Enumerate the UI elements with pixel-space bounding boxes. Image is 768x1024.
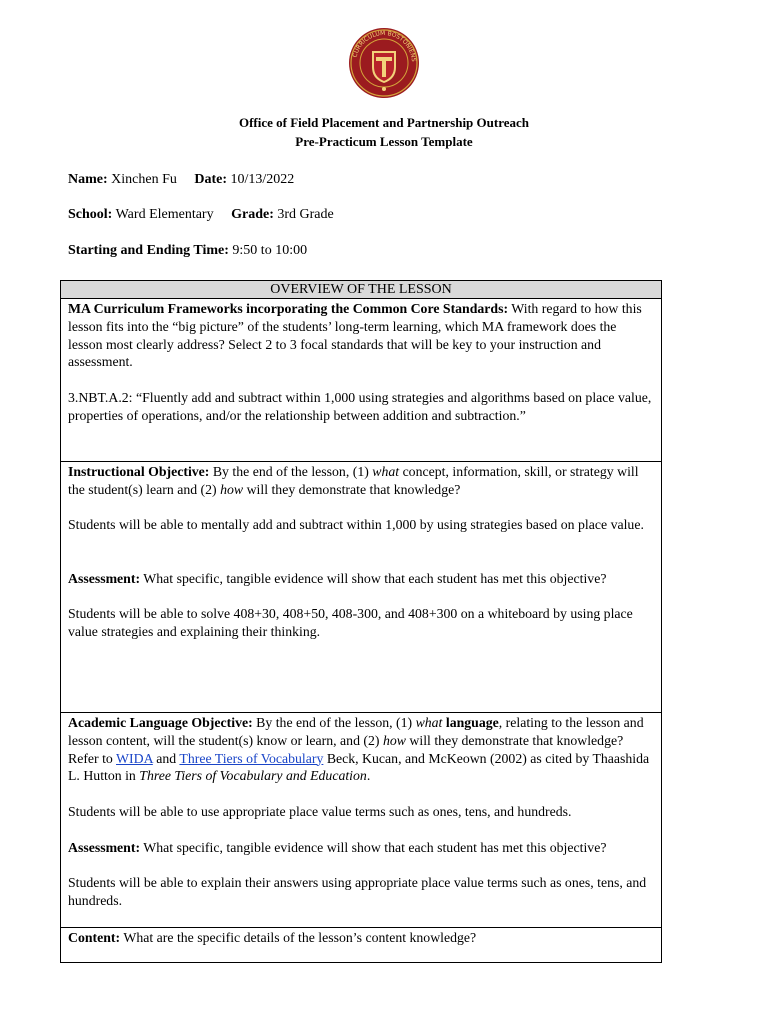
academic-period: . [366, 768, 371, 784]
content-label: Content: [68, 930, 121, 945]
name-label: Name: [68, 172, 108, 187]
grade-label: Grade: [231, 207, 274, 222]
school-label: School: [68, 207, 113, 222]
academic-book-title: Three Tiers of Vocabulary and Education [139, 768, 367, 784]
content-cell [61, 928, 661, 962]
table-title: OVERVIEW OF THE LESSON [61, 281, 661, 299]
ma-prompt: With regard to how this lesson fits into the “big picture” of the students’ long-term learning, which MA framework does the lesson most clearly address? Select 2 to 3 focal standards that will be key to your instruction and assessment. [68, 301, 642, 370]
academic-prompt-3: will they demonstrate that knowledge? Refer to [68, 732, 624, 766]
ma-frameworks-cell [61, 299, 661, 462]
academic-assessment-label: Assessment: [68, 839, 141, 855]
instructional-prompt-1: By the end of the lesson, (1) [212, 464, 369, 479]
name-date-line [68, 172, 294, 188]
lesson-overview-table [60, 280, 662, 963]
content-prompt: What are the specific details of the lesson’s content knowledge? [123, 930, 477, 945]
instructional-assessment-answer: Students will be able to solve 408+30, 408+50, 408-300, and 408+300 on a whiteboard by using place value strategies and explaining their thinking. [68, 606, 633, 640]
wida-link[interactable]: WIDA [116, 750, 153, 766]
office-title: Office of Field Placement and Partnership Outreach [238, 115, 530, 130]
template-title: Pre-Practicum Lesson Template [295, 134, 473, 149]
academic-prompt-1: By the end of the lesson, (1) [256, 715, 413, 730]
instructional-what: what [372, 464, 400, 479]
academic-language-cell [61, 713, 661, 928]
academic-answer: Students will be able to use appropriate place value terms such as ones, tens, and hundreds. [68, 803, 572, 819]
academic-how: how [382, 732, 406, 748]
grade-value: 3rd Grade [277, 207, 334, 222]
instructional-how: how [220, 481, 244, 497]
instructional-prompt-2: concept, information, skill, or strategy will the student(s) learn and (2) [68, 464, 639, 497]
academic-assessment-prompt: What specific, tangible evidence will show that each student has met this objective? [143, 839, 607, 855]
academic-label: Academic Language Objective: [68, 715, 253, 730]
boston-college-seal [348, 27, 420, 99]
date-label: Date: [194, 172, 228, 187]
time-line [68, 243, 307, 259]
instructional-objective-cell [61, 462, 661, 713]
school-value: Ward Elementary [115, 207, 214, 222]
instructional-assessment-label: Assessment: [68, 570, 141, 586]
instructional-assessment-prompt: What specific, tangible evidence will show that each student has met this objective? [143, 570, 607, 586]
name-value: Xinchen Fu [111, 172, 177, 187]
ma-label: MA Curriculum Frameworks incorporating the Common Core Standards: [68, 301, 509, 316]
academic-what: what [415, 715, 443, 730]
school-grade-line [68, 207, 334, 223]
time-value: 9:50 to 10:00 [232, 243, 308, 258]
academic-assessment-answer: Students will be able to explain their answers using appropriate place value terms such as ones, tens, and hundreds. [68, 875, 647, 908]
academic-and: and [156, 750, 177, 766]
seal-text-top: CURRICULUM BOSTONIENS [351, 29, 418, 62]
three-tiers-link[interactable]: Three Tiers of Vocabulary [179, 750, 324, 766]
academic-prompt-4: Beck, Kucan, and McKeown (2002) as cited by Thaashida L. Hutton in [68, 750, 650, 784]
academic-language-word: language [445, 715, 499, 730]
date-value: 10/13/2022 [230, 172, 295, 187]
instructional-prompt-3: will they demonstrate that knowledge? [246, 481, 461, 497]
instructional-label: Instructional Objective: [68, 464, 210, 479]
ma-answer: 3.NBT.A.2: “Fluently add and subtract within 1,000 using strategies and algorithms based on place value, properties of operations, and/or the relationship between addition and subtraction.” [68, 389, 652, 423]
academic-prompt-2: , relating to the lesson and lesson content, will the student(s) know or learn, and (2) [68, 715, 644, 748]
instructional-answer: Students will be able to mentally add and subtract within 1,000 by using strategies based on place value. [68, 517, 644, 533]
time-label: Starting and Ending Time: [68, 243, 229, 258]
